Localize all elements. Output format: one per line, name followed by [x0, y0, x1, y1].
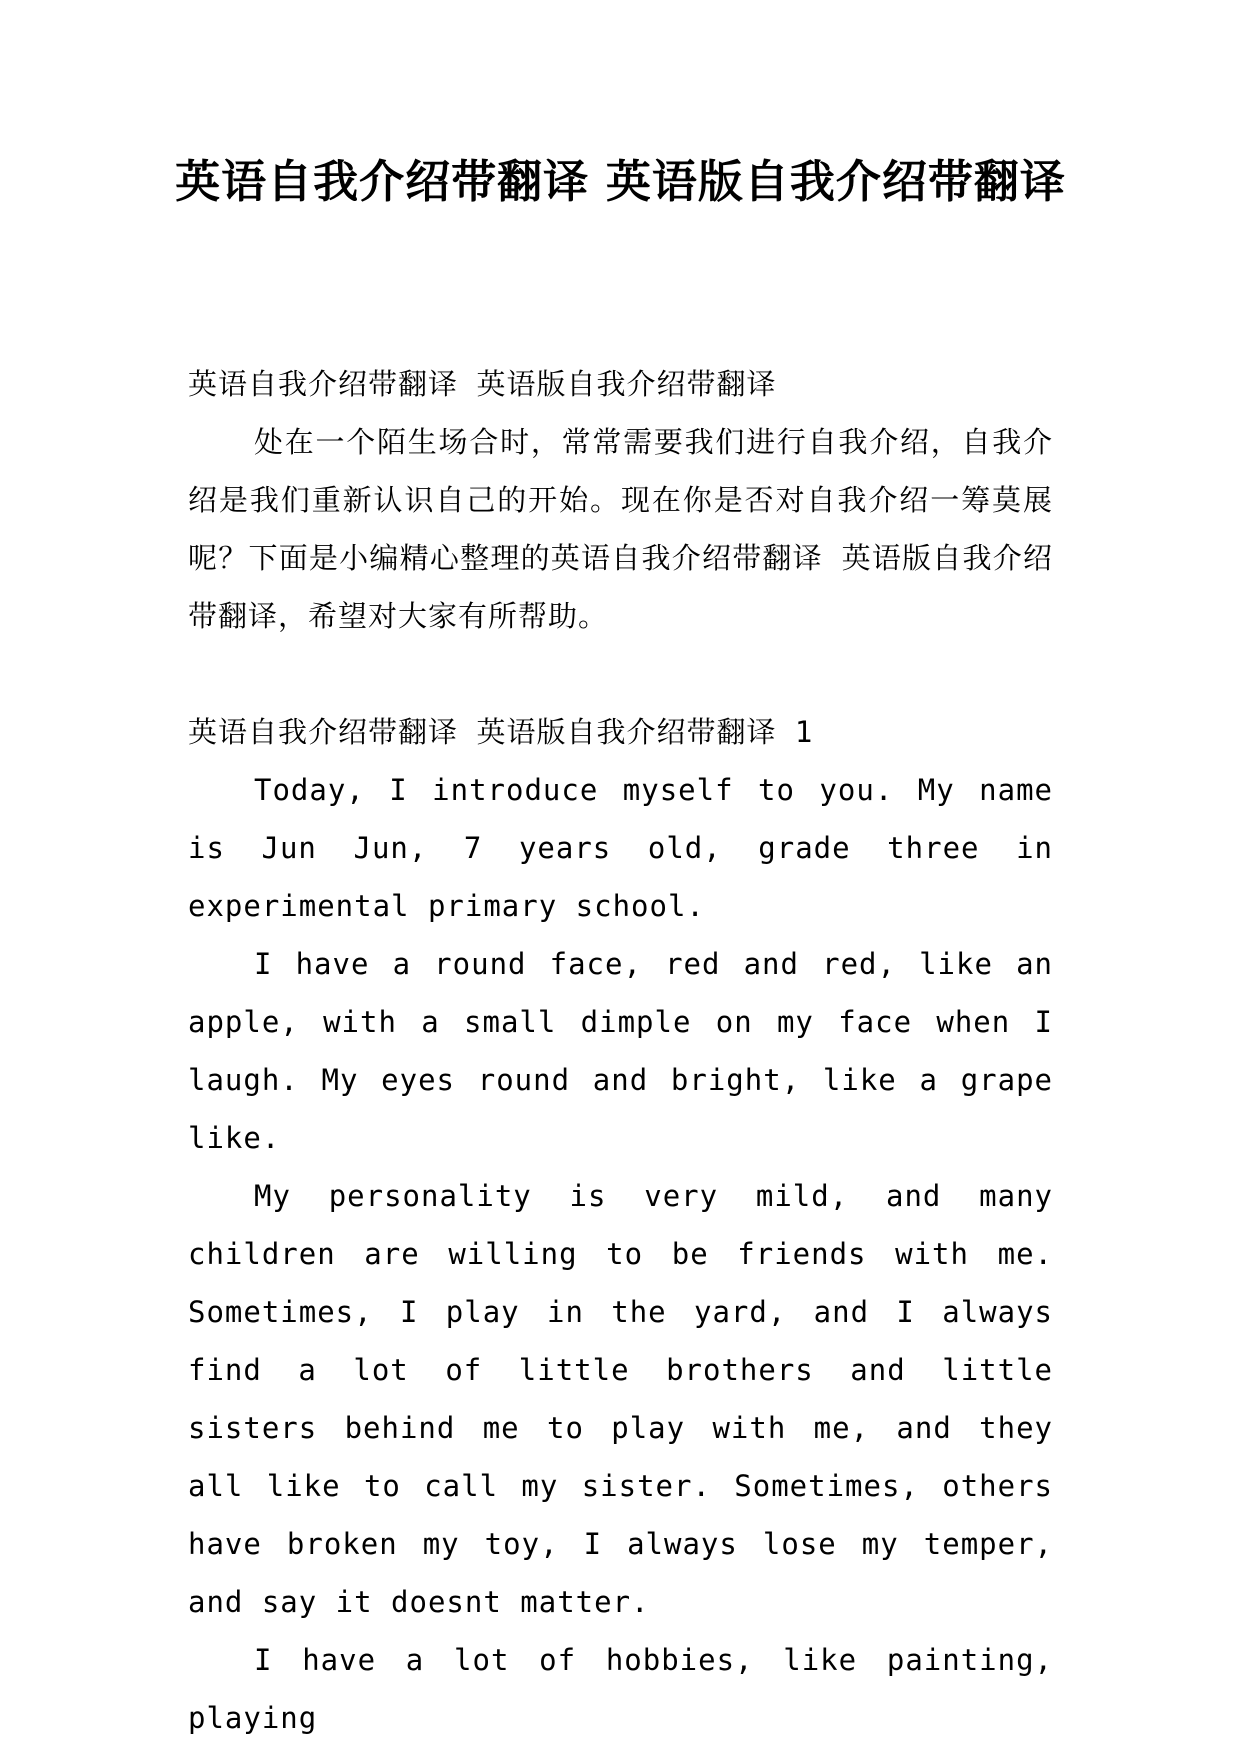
document-title: 英语自我介绍带翻译 英语版自我介绍带翻译 [175, 155, 1066, 208]
body-paragraph-2: I have a round face, red and red, like an apple, with a small dimple on my face when I laugh. My eyes round and bright, like a grape like. [188, 947, 1053, 1155]
body-paragraph-4: I have a lot of hobbies, like painting, playing [188, 1643, 1053, 1735]
document-body [188, 355, 1053, 1747]
section-heading: 英语自我介绍带翻译 英语版自我介绍带翻译 1 [188, 715, 814, 749]
intro-paragraph: 处在一个陌生场合时，常常需要我们进行自我介绍，自我介绍是我们重新认识自己的开始。现在你是否对自我介绍一筹莫展呢？下面是小编精心整理的英语自我介绍带翻译 英语版自我介绍带翻译，希望对大家有所帮助。 [188, 425, 1053, 633]
body-paragraph-1: Today, I introduce myself to you. My name is Jun Jun, 7 years old, grade three in experimental primary school. [188, 773, 1053, 923]
body-paragraph-3: My personality is very mild, and many children are willing to be friends with me. Sometimes, I play in the yard, and I always find a lot of little brothers and little sisters behind me to play with me, and they all like to call my sister. Sometimes, others have broken my toy, I always lose my temper, and say it doesnt matter. [188, 1179, 1053, 1619]
document-subtitle: 英语自我介绍带翻译 英语版自我介绍带翻译 [188, 367, 777, 401]
